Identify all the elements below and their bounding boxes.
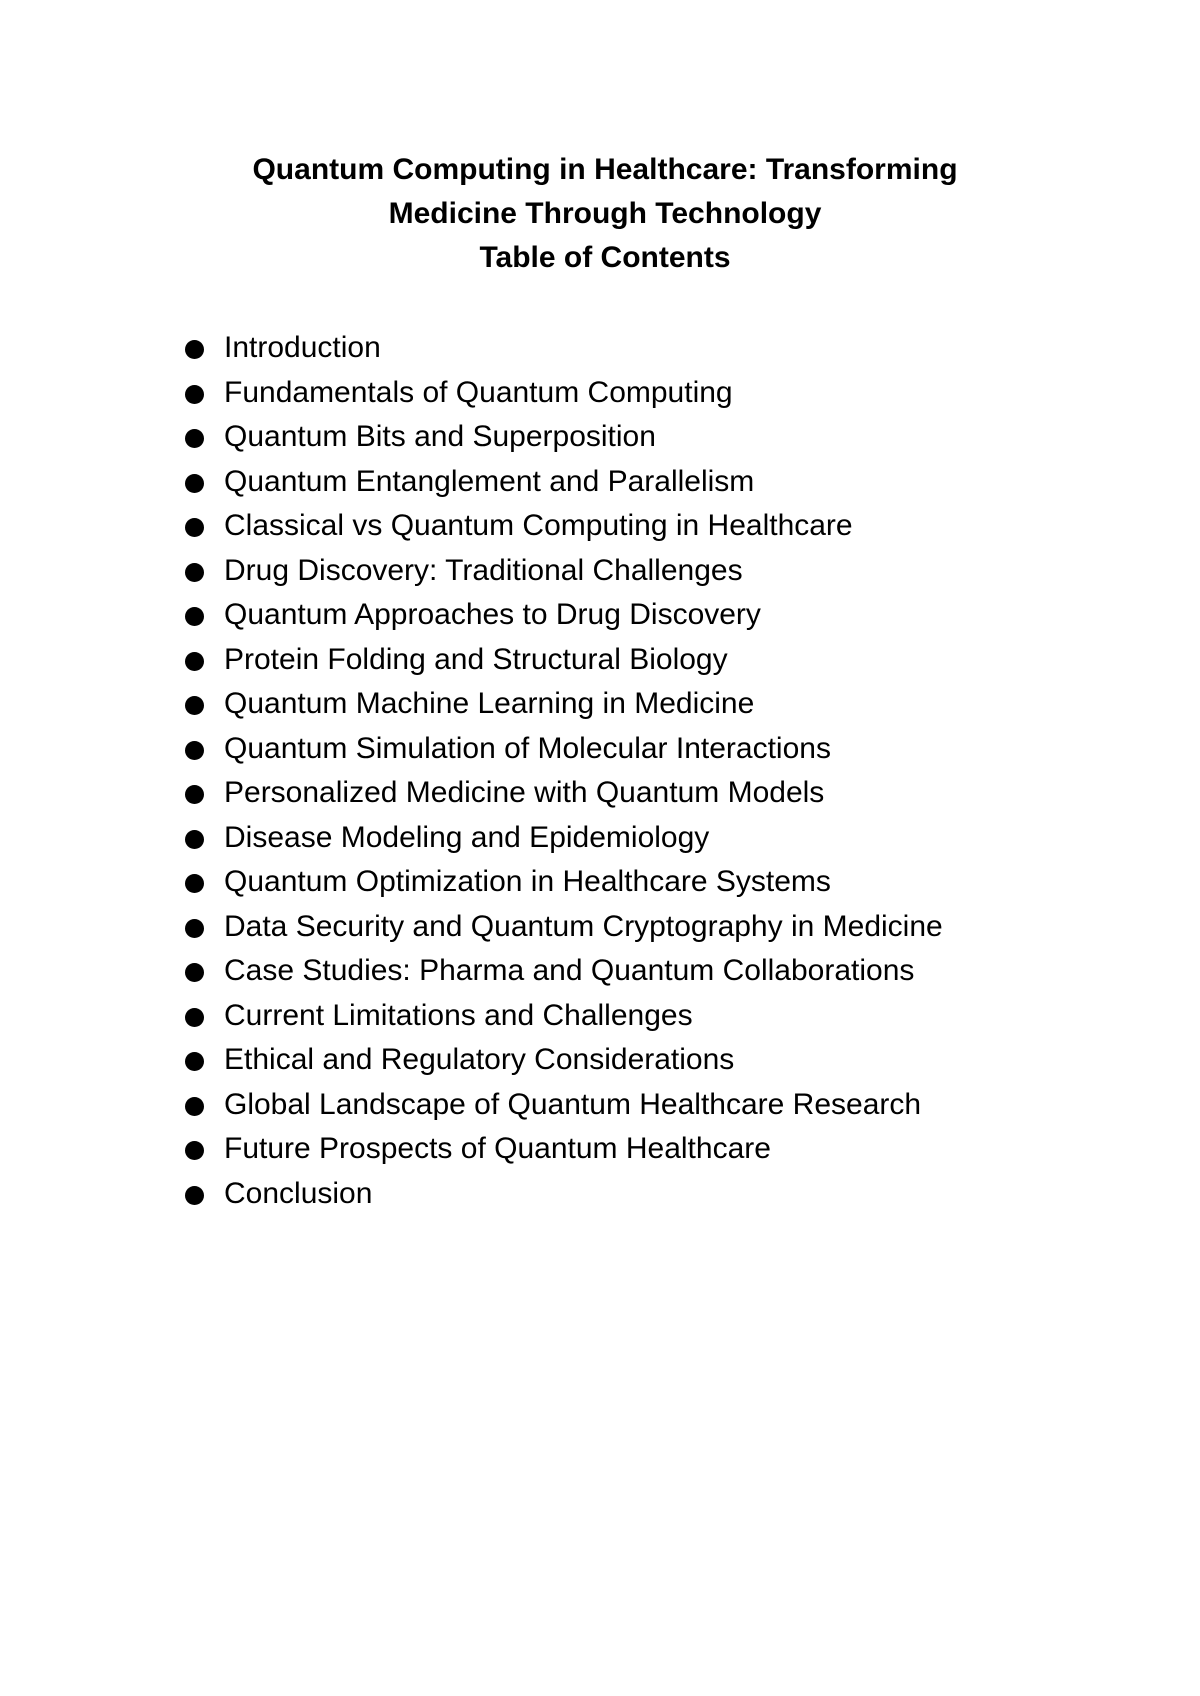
toc-item-label: Current Limitations and Challenges [224, 998, 693, 1032]
bullet-icon [185, 963, 204, 982]
toc-item-label: Fundamentals of Quantum Computing [224, 375, 733, 409]
toc-item [182, 860, 1030, 905]
toc-item-label: Disease Modeling and Epidemiology [224, 820, 710, 854]
bullet-icon [185, 518, 204, 537]
table-of-contents-list [182, 326, 1030, 1216]
bullet-icon [185, 607, 204, 626]
bullet-icon [185, 385, 204, 404]
bullet-icon [185, 830, 204, 849]
toc-item [182, 460, 1030, 505]
bullet-icon [185, 1052, 204, 1071]
toc-item-label: Quantum Simulation of Molecular Interactions [224, 731, 831, 765]
document-title-line-2: Medicine Through Technology [388, 197, 822, 230]
bullet-icon [185, 696, 204, 715]
bullet-icon [185, 741, 204, 760]
toc-item [182, 905, 1030, 950]
document-title-line-1: Quantum Computing in Healthcare: Transforming [252, 153, 958, 186]
title-block [190, 148, 1020, 280]
toc-item [182, 949, 1030, 994]
bullet-icon [185, 563, 204, 582]
bullet-icon [185, 919, 204, 938]
toc-item-label: Classical vs Quantum Computing in Healthcare [224, 509, 853, 542]
toc-heading: Table of Contents [479, 241, 731, 274]
toc-item-label: Quantum Entanglement and Parallelism [224, 464, 755, 498]
toc-item [182, 1038, 1030, 1083]
toc-item-label: Quantum Optimization in Healthcare Systems [224, 865, 831, 898]
bullet-icon [185, 340, 204, 359]
toc-item-label: Case Studies: Pharma and Quantum Collaborations [224, 954, 915, 987]
toc-item [182, 1083, 1030, 1128]
toc-item [182, 638, 1030, 683]
toc-item [182, 326, 1030, 371]
toc-item-label: Protein Folding and Structural Biology [224, 642, 728, 676]
toc-item-label: Quantum Approaches to Drug Discovery [224, 598, 761, 631]
toc-item [182, 593, 1030, 638]
bullet-icon [185, 1141, 204, 1160]
toc-item-label: Conclusion [224, 1176, 373, 1210]
toc-item [182, 1172, 1030, 1217]
toc-item [182, 415, 1030, 460]
toc-item-label: Future Prospects of Quantum Healthcare [224, 1132, 771, 1165]
bullet-icon [185, 1097, 204, 1116]
toc-item [182, 727, 1030, 772]
bullet-icon [185, 1008, 204, 1027]
toc-item-label: Data Security and Quantum Cryptography in Medicine [224, 909, 943, 943]
toc-item [182, 994, 1030, 1039]
toc-item [182, 771, 1030, 816]
bullet-icon [185, 1186, 204, 1205]
bullet-icon [185, 874, 204, 893]
bullet-icon [185, 785, 204, 804]
bullet-icon [185, 429, 204, 448]
bullet-icon [185, 652, 204, 671]
bullet-icon [185, 474, 204, 493]
toc-item-label: Quantum Bits and Superposition [224, 420, 656, 453]
toc-item [182, 816, 1030, 861]
toc-item [182, 371, 1030, 416]
toc-item [182, 549, 1030, 594]
toc-item-label: Ethical and Regulatory Considerations [224, 1043, 735, 1076]
toc-item-label: Introduction [224, 331, 381, 364]
toc-item-label: Personalized Medicine with Quantum Models [224, 776, 825, 809]
toc-item-label: Drug Discovery: Traditional Challenges [224, 553, 743, 587]
toc-item [182, 504, 1030, 549]
toc-item-label: Global Landscape of Quantum Healthcare Research [224, 1087, 922, 1121]
toc-item [182, 1127, 1030, 1172]
toc-item-label: Quantum Machine Learning in Medicine [224, 687, 755, 720]
toc-item [182, 682, 1030, 727]
